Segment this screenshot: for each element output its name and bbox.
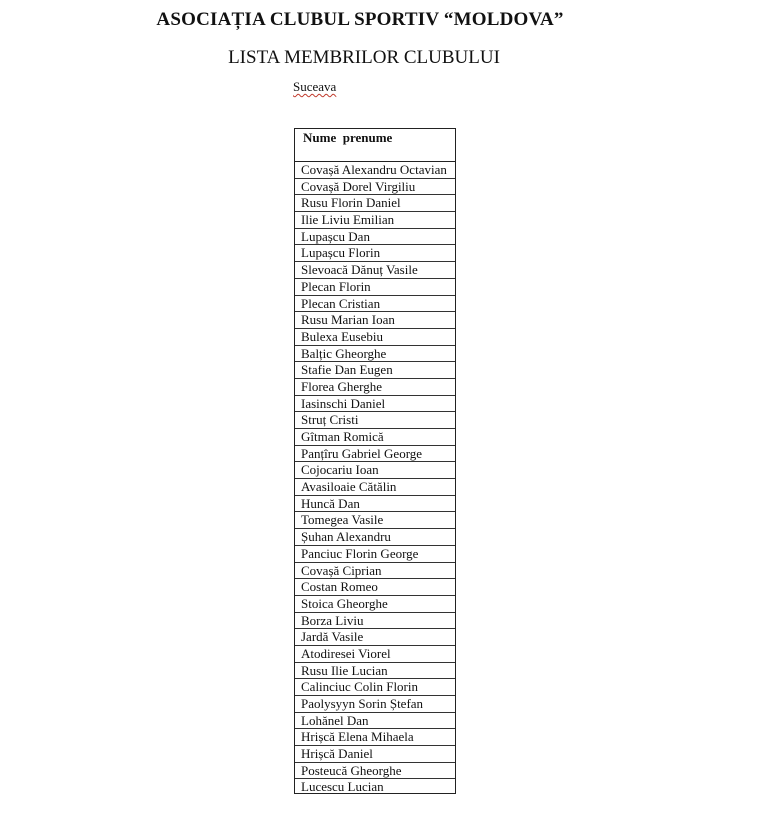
document-subtitle: LISTA MEMBRILOR CLUBULUI bbox=[228, 47, 500, 68]
member-row: Lucescu Lucian bbox=[301, 779, 384, 795]
city-text: Suceava bbox=[293, 79, 337, 94]
member-row: Posteucă Gheorghe bbox=[295, 763, 455, 780]
member-row: Jardă Vasile bbox=[295, 629, 455, 646]
member-row: Panțîru Gabriel George bbox=[295, 446, 455, 463]
member-row: Avasiloaie Cătălin bbox=[295, 479, 455, 496]
member-row: Lohănel Dan bbox=[295, 713, 455, 730]
members-rows bbox=[295, 162, 455, 796]
member-row: Paolysyyn Sorin Ștefan bbox=[295, 696, 455, 713]
member-row: Cojocariu Ioan bbox=[295, 462, 455, 479]
member-row: Hrișcă Elena Mihaela bbox=[295, 729, 455, 746]
member-row: Florea Gherghe bbox=[295, 379, 455, 396]
member-row: Plecan Florin bbox=[295, 279, 455, 296]
member-row: Iasinschi Daniel bbox=[295, 396, 455, 413]
member-row: Borza Liviu bbox=[295, 613, 455, 630]
member-row: Plecan Cristian bbox=[295, 296, 455, 313]
members-table bbox=[294, 128, 456, 794]
member-row: Tomegea Vasile bbox=[295, 512, 455, 529]
member-row: Lupașcu Dan bbox=[295, 229, 455, 246]
member-row: Balțic Gheorghe bbox=[295, 346, 455, 363]
member-row: Stoica Gheorghe bbox=[295, 596, 455, 613]
member-row: Calinciuc Colin Florin bbox=[295, 679, 455, 696]
member-row: Slevoacă Dănuț Vasile bbox=[295, 262, 455, 279]
member-row: Covașă Ciprian bbox=[295, 563, 455, 580]
member-row: Stafie Dan Eugen bbox=[295, 362, 455, 379]
member-row: Hrișcă Daniel bbox=[295, 746, 455, 763]
member-row: Costan Romeo bbox=[295, 579, 455, 596]
member-row: Rusu Ilie Lucian bbox=[295, 663, 455, 680]
document-title: ASOCIAȚIA CLUBUL SPORTIV “MOLDOVA” bbox=[156, 9, 564, 30]
member-row: Ilie Liviu Emilian bbox=[295, 212, 455, 229]
member-row: Șuhan Alexandru bbox=[295, 529, 455, 546]
city-label bbox=[293, 79, 336, 95]
member-row: Struț Cristi bbox=[295, 412, 455, 429]
member-row: Atodiresei Viorel bbox=[295, 646, 455, 663]
member-row: Lupașcu Florin bbox=[295, 245, 455, 262]
member-row: Bulexa Eusebiu bbox=[295, 329, 455, 346]
member-row: Rusu Marian Ioan bbox=[295, 312, 455, 329]
member-row: Gîtman Romică bbox=[295, 429, 455, 446]
member-row: Covașă Dorel Virgiliu bbox=[295, 179, 455, 196]
member-row: Huncă Dan bbox=[295, 496, 455, 513]
member-row: Covașă Alexandru Octavian bbox=[295, 162, 455, 179]
column-header-name: Nume prenume bbox=[295, 129, 455, 162]
member-row: Panciuc Florin George bbox=[295, 546, 455, 563]
member-row: Rusu Florin Daniel bbox=[295, 195, 455, 212]
